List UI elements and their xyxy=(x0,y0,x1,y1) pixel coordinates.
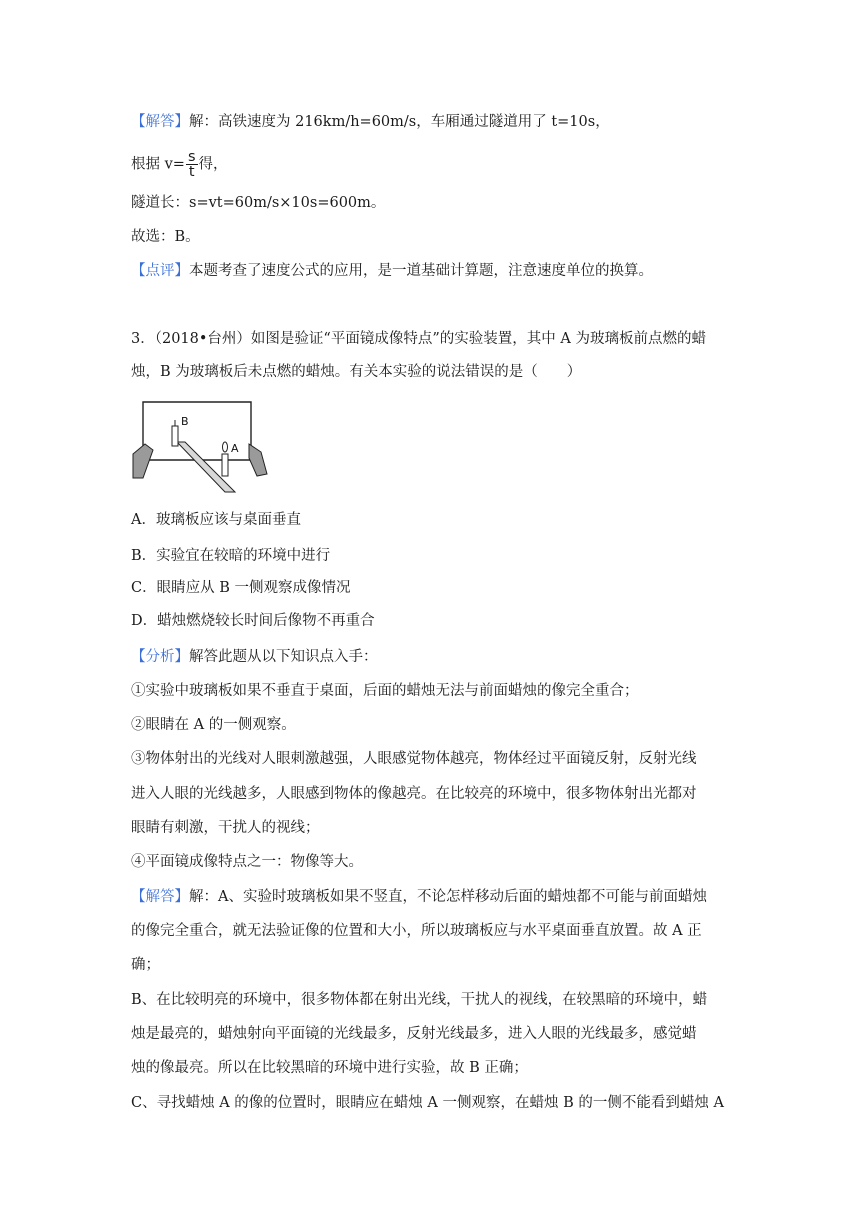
fraction-numerator: s xyxy=(187,149,196,165)
formula-prefix: 根据 v= xyxy=(131,156,185,173)
analysis-point: 进入人眼的光线越多，人眼感到物体的像越亮。在比较亮的环境中，很多物体射出光都对 xyxy=(131,786,697,802)
answer-tag: 【解答】 xyxy=(131,114,189,130)
question-3-line-1: 3．（2018•台州）如图是验证“平面镜成像特点”的实验装置，其中 A 为玻璃板前点燃的蜡 xyxy=(131,331,706,347)
candle-b xyxy=(172,426,178,446)
left-stand xyxy=(133,444,153,478)
answer-3-line: 的像完全重合，就无法验证像的位置和大小，所以玻璃板应与水平桌面垂直放置。故 A 正 xyxy=(131,923,702,939)
answer-3-line: B、在比较明亮的环境中，很多物体都在射出光线，干扰人的视线，在较黑暗的环境中，蜡 xyxy=(131,992,708,1008)
comment-tag: 【点评】 xyxy=(131,263,189,279)
option-b: B．实验宜在较暗的环境中进行 xyxy=(131,548,331,564)
comment-text: 本题考查了速度公式的应用，是一道基础计算题，注意速度单位的换算。 xyxy=(189,263,653,279)
answer-3-line: C、寻找蜡烛 A 的像的位置时，眼睛应在蜡烛 A 一侧观察，在蜡烛 B 的一侧不能看到蜡烛 A xyxy=(131,1095,724,1111)
analysis-paragraph xyxy=(131,647,378,667)
analysis-point: ③物体射出的光线对人眼刺激越强，人眼感觉物体越亮，物体经过平面镜反射，反射光线 xyxy=(131,751,697,767)
option-d: D．蜡烛燃烧较长时间后像物不再重合 xyxy=(131,613,375,629)
answer-3-text: 解：A、实验时玻璃板如果不竖直，不论怎样移动后面的蜡烛都不可能与前面蜡烛 xyxy=(189,889,707,905)
formula-line xyxy=(131,150,228,179)
answer-text: 解：高铁速度为 216km/h=60m/s，车厢通过隧道用了 t=10s， xyxy=(189,114,610,130)
candle-a xyxy=(222,454,228,476)
mirror-experiment-figure xyxy=(131,398,271,496)
answer-paragraph-1 xyxy=(131,112,610,132)
option-c: C．眼睛应从 B 一侧观察成像情况 xyxy=(131,580,351,596)
tunnel-length-line: 隧道长：s=vt=60m/s×10s=600m。 xyxy=(131,195,386,211)
analysis-point: 眼睛有刺激，干扰人的视线； xyxy=(131,820,320,836)
answer-3-line: 烛是最亮的，蜡烛射向平面镜的光线最多，反射光线最多，进入人眼的光线最多，感觉蜡 xyxy=(131,1026,697,1042)
analysis-point: ①实验中玻璃板如果不垂直于桌面，后面的蜡烛无法与前面蜡烛的像完全重合； xyxy=(131,683,639,699)
answer-3-line: 确； xyxy=(131,957,160,973)
answer-3-line: 烛的像最亮。所以在比较黑暗的环境中进行实验，故 B 正确； xyxy=(131,1060,528,1076)
choice-line: 故选：B。 xyxy=(131,229,200,245)
candle-a-flame xyxy=(223,442,228,452)
fraction-denominator: t xyxy=(188,164,195,180)
analysis-tag: 【分析】 xyxy=(131,649,189,665)
question-3-line-2: 烛，B 为玻璃板后未点燃的蜡烛。有关本实验的说法错误的是（ ） xyxy=(131,364,582,380)
analysis-point: ④平面镜成像特点之一：物像等大。 xyxy=(131,854,363,870)
right-stand xyxy=(249,444,267,476)
option-a: A．玻璃板应该与桌面垂直 xyxy=(131,512,301,528)
velocity-fraction xyxy=(186,150,198,179)
formula-suffix: 得， xyxy=(198,156,228,173)
answer-3-tag: 【解答】 xyxy=(131,889,189,905)
comment-paragraph xyxy=(131,261,653,281)
analysis-intro: 解答此题从以下知识点入手： xyxy=(189,649,378,665)
analysis-point: ②眼睛在 A 的一侧观察。 xyxy=(131,717,296,733)
label-a: A xyxy=(231,442,239,455)
answer-3-paragraph xyxy=(131,887,707,907)
label-b: B xyxy=(181,415,189,428)
